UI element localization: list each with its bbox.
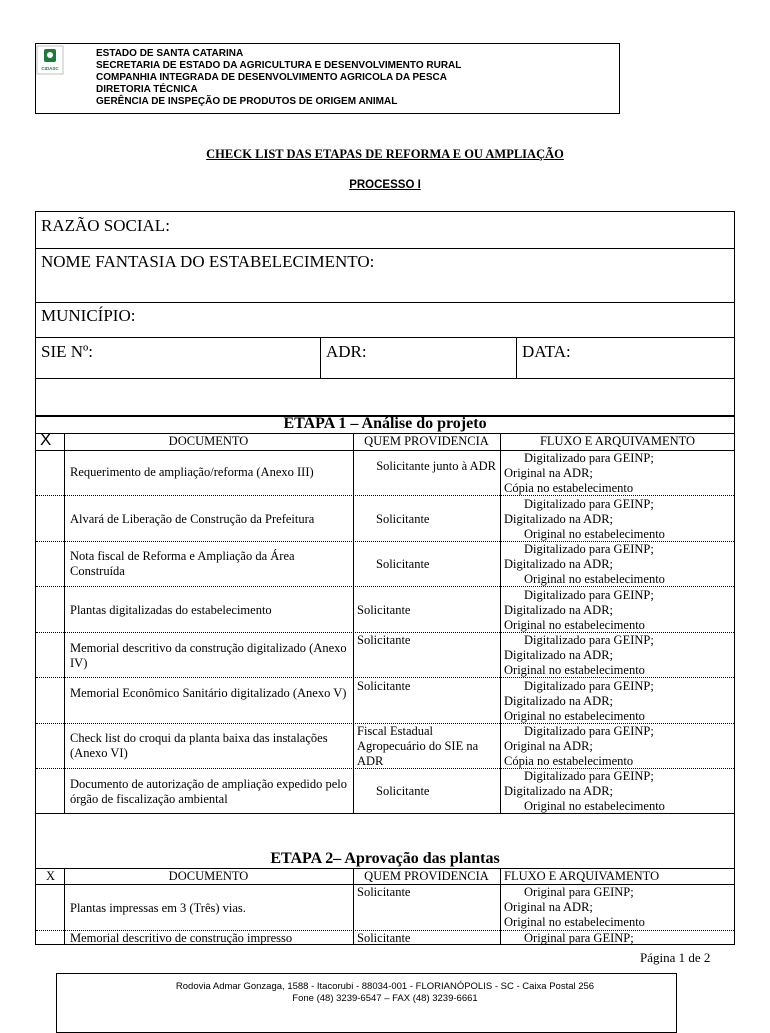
fluxo-line: Digitalizado para GEINP; [524,679,654,693]
etapa1-row-documento: Memorial descritivo da construção digitalizado (Anexo IV) [70,641,347,670]
info-form-box [35,211,735,416]
svg-text:CIDASC: CIDASC [41,66,59,71]
x-column-header: X [46,869,56,883]
fluxo-line: Digitalizado na ADR; [504,512,614,526]
etapa1-row-quem: Solicitante junto à ADR [376,459,496,473]
header-line: SECRETARIA DE ESTADO DA AGRICULTURA E DESENVOLVIMENTO RURAL [96,60,462,71]
fluxo-line: Original no estabelecimento [524,799,665,813]
divider [35,248,735,249]
footer-phone: Fone (48) 3239-6547 – FAX (48) 3239-6661 [292,993,478,1004]
etapa1-row-quem: Solicitante [376,512,430,526]
etapa1-row-documento: Nota fiscal de Reforma e Ampliação da Área Construída [70,549,295,578]
fluxo-line: Digitalizado para GEINP; [524,542,654,556]
col-divider [353,433,354,813]
quem-header: QUEM PROVIDENCIA [364,869,489,883]
etapa1-row-documento: Check list do croqui da planta baixa das instalações (Anexo VI) [70,731,328,760]
fluxo-line: Digitalizado para GEINP; [524,451,654,465]
divider [35,378,735,379]
etapa1-row-documento: Alvará de Liberação de Construção da Prefeitura [70,512,315,526]
fluxo-line: Original para GEINP; [524,931,634,945]
x-column-header: X [40,430,52,449]
header-line: COMPANHIA INTEGRADA DE DESENVOLVIMENTO AGRICOLA DA PESCA [96,72,447,83]
fluxo-line: Original no estabelecimento [524,572,665,586]
fluxo-line: Original na ADR; [504,739,593,753]
etapa1-row-quem: Fiscal Estadual Agropecuário do SIE na ADR [357,724,479,768]
etapa1-row-quem: Solicitante [376,557,430,571]
fluxo-line: Digitalizado para GEINP; [524,633,654,647]
fluxo-line: Original na ADR; [504,466,593,480]
divider [35,337,735,338]
documento-header: DOCUMENTO [168,869,249,883]
fluxo-line: Original no estabelecimento [504,663,645,677]
fluxo-line: Original no estabelecimento [504,709,645,723]
divider [35,302,735,303]
col-divider [64,433,65,813]
header-line: GERÊNCIA DE INSPEÇÃO DE PRODUTOS DE ORIGEM ANIMAL [96,96,398,107]
divider [320,337,321,378]
fluxo-header: FLUXO E ARQUIVAMENTO [504,869,660,883]
fluxo-line: Digitalizado na ADR; [504,694,614,708]
col-divider [500,433,501,813]
etapa2-row-quem: Solicitante [357,931,411,945]
fluxo-line: Digitalizado na ADR; [504,784,614,798]
documento-header: DOCUMENTO [168,434,249,448]
etapa2-row-quem: Solicitante [357,885,411,899]
municipio-label: MUNICÍPIO: [41,306,136,325]
fluxo-header: FLUXO E ARQUIVAMENTO [539,434,696,448]
razao-social-label: RAZÃO SOCIAL: [41,216,170,235]
adr-label: ADR: [326,342,367,361]
fluxo-line: Digitalizado na ADR; [504,603,614,617]
fluxo-line: Digitalizado para GEINP; [524,588,654,602]
etapa2-row-documento: Plantas impressas em 3 (Três) vias. [70,901,246,915]
fluxo-line: Digitalizado para GEINP; [524,769,654,783]
etapa1-row-documento: Memorial Econômico Sanitário digitalizado (Anexo V) [70,686,347,700]
fluxo-line: Digitalizado para GEINP; [524,724,654,738]
fluxo-line: Original no estabelecimento [504,618,645,632]
etapa1-row-quem: Solicitante [357,603,411,617]
etapa1-title: ETAPA 1 – Análise do projeto [283,415,487,432]
etapa1-row-quem: Solicitante [376,784,430,798]
etapa2-row-documento: Memorial descritivo de construção impresso [70,931,293,945]
fluxo-line: Digitalizado na ADR; [504,557,614,571]
document-subtitle: PROCESSO I [349,179,421,191]
fluxo-line: Digitalizado para GEINP; [524,497,654,511]
footer-address: Rodovia Admar Gonzaga, 1588 - Itacorubi - 88034-001 - FLORIANÓPOLIS - SC - Caixa Postal 256 [175,981,595,992]
fluxo-line: Digitalizado na ADR; [504,648,614,662]
divider [516,337,517,378]
fluxo-line: Cópia no estabelecimento [504,481,634,495]
fluxo-line: Original no estabelecimento [504,915,645,929]
cidasc-logo [36,45,64,75]
etapa1-row-documento: Requerimento de ampliação/reforma (Anexo III) [70,465,314,479]
document-title: CHECK LIST DAS ETAPAS DE REFORMA E OU AMPLIAÇÃO [206,147,564,161]
page-number: Página 1 de 2 [640,950,711,965]
nome-fantasia-label: NOME FANTASIA DO ESTABELECIMENTO: [41,252,375,271]
etapa1-row-documento: Plantas digitalizadas do estabelecimento [70,603,272,617]
sie-label: SIE Nº: [41,342,94,361]
header-line: DIRETORIA TÉCNICA [96,84,198,95]
col-divider [500,868,501,945]
etapa1-row-quem: Solicitante [357,633,411,647]
fluxo-line: Original no estabelecimento [524,527,665,541]
etapa1-row-quem: Solicitante [357,679,411,693]
etapa2-title: ETAPA 2– Aprovação das plantas [270,850,500,867]
header-line: ESTADO DE SANTA CATARINA [96,48,244,59]
fluxo-line: Original na ADR; [504,900,593,914]
fluxo-line: Original para GEINP; [524,885,634,899]
quem-header: QUEM PROVIDENCIA [364,434,489,448]
fluxo-line: Cópia no estabelecimento [504,754,634,768]
etapa1-row-documento: Documento de autorização de ampliação expedido pelo órgão de fiscalização ambiental [70,777,347,806]
data-label: DATA: [522,342,571,361]
